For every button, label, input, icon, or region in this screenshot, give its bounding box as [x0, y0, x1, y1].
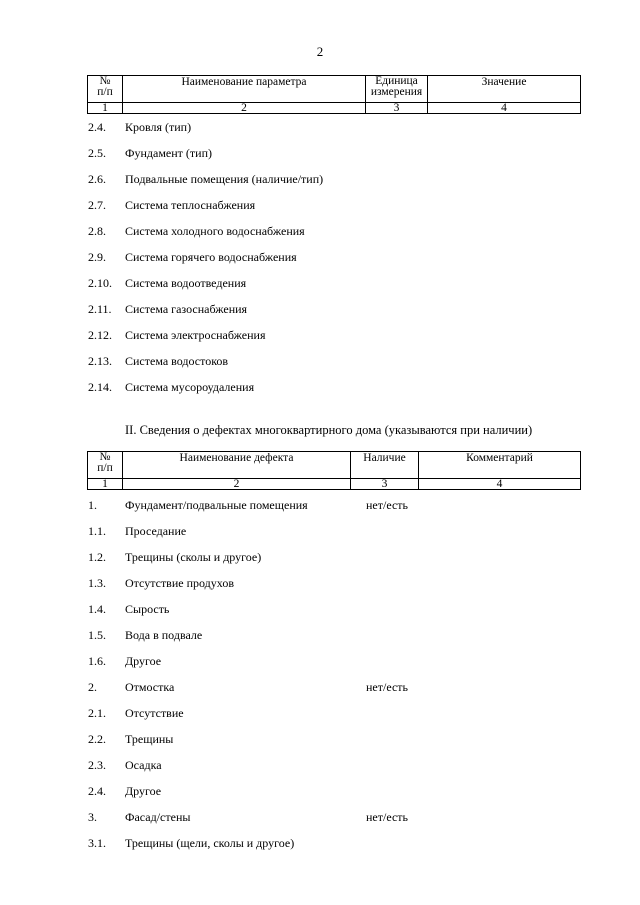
defect-number: 3.	[88, 810, 97, 824]
header-number-line1: №	[99, 451, 111, 463]
param-number: 2.13.	[88, 354, 112, 368]
param-row	[0, 119, 640, 135]
defect-row	[0, 783, 640, 799]
defect-row	[0, 679, 640, 695]
param-number: 2.12.	[88, 328, 112, 342]
param-number: 2.11.	[88, 302, 112, 316]
defect-name: Трещины (щели, сколы и другое)	[125, 836, 295, 850]
defect-number: 2.4.	[88, 784, 106, 798]
defect-name: Фасад/стены	[125, 810, 191, 824]
header-unit-line2: измерения	[370, 86, 423, 98]
header-comment: Комментарий	[419, 452, 581, 479]
header-number-line1: №	[99, 75, 111, 87]
defect-name: Вода в подвале	[125, 628, 203, 642]
param-name: Система водоотведения	[125, 276, 247, 290]
defect-presence: нет/есть	[366, 498, 408, 512]
defect-number: 1.6.	[88, 654, 106, 668]
param-row	[0, 327, 640, 343]
header-number-line2: п/п	[97, 462, 113, 474]
defect-name: Трещины (сколы и другое)	[125, 550, 262, 564]
defect-name: Проседание	[125, 524, 187, 538]
defect-presence: нет/есть	[366, 680, 408, 694]
defect-row	[0, 835, 640, 851]
param-number: 2.5.	[88, 146, 106, 160]
param-row	[0, 145, 640, 161]
header-unit	[366, 76, 428, 103]
defect-name: Другое	[125, 784, 162, 798]
page-number: 2	[316, 44, 324, 59]
defect-number: 1.3.	[88, 576, 106, 590]
defect-row	[0, 757, 640, 773]
defect-row	[0, 523, 640, 539]
column-number-4: 4	[419, 479, 581, 490]
defect-number: 1.4.	[88, 602, 106, 616]
defect-number: 1.1.	[88, 524, 106, 538]
header-number-line2: п/п	[97, 86, 113, 98]
param-row	[0, 275, 640, 291]
defects-table-header	[87, 451, 581, 490]
defect-row	[0, 653, 640, 669]
defect-presence: нет/есть	[366, 810, 408, 824]
header-number	[88, 76, 123, 103]
param-row	[0, 197, 640, 213]
defect-row	[0, 549, 640, 565]
param-row	[0, 171, 640, 187]
header-unit-line1: Единица	[375, 75, 418, 87]
param-row	[0, 249, 640, 265]
header-presence: Наличие	[351, 452, 419, 479]
param-row	[0, 301, 640, 317]
section-title: II. Сведения о дефектах многоквартирного дома (указываются при наличии)	[125, 423, 533, 437]
column-number-2: 2	[123, 479, 351, 490]
defect-number: 2.	[88, 680, 97, 694]
defect-name: Отсутствие продухов	[125, 576, 234, 590]
defect-row	[0, 731, 640, 747]
param-name: Система водостоков	[125, 354, 229, 368]
param-name: Кровля (тип)	[125, 120, 192, 134]
defect-row	[0, 809, 640, 825]
param-row	[0, 379, 640, 395]
param-name: Система газоснабжения	[125, 302, 248, 316]
param-number: 2.4.	[88, 120, 106, 134]
defect-number: 1.5.	[88, 628, 106, 642]
params-table-header	[87, 75, 581, 114]
header-value: Значение	[428, 76, 581, 103]
defect-name: Отсутствие	[125, 706, 184, 720]
param-row	[0, 353, 640, 369]
param-number: 2.9.	[88, 250, 106, 264]
param-number: 2.8.	[88, 224, 106, 238]
defect-name: Осадка	[125, 758, 162, 772]
defect-row	[0, 497, 640, 513]
defect-number: 1.2.	[88, 550, 106, 564]
defect-name: Фундамент/подвальные помещения	[125, 498, 308, 512]
param-name: Система электроснабжения	[125, 328, 266, 342]
column-number-3: 3	[366, 103, 428, 114]
header-defect-name: Наименование дефекта	[123, 452, 351, 479]
param-number: 2.7.	[88, 198, 106, 212]
defect-number: 3.1.	[88, 836, 106, 850]
column-number-4: 4	[428, 103, 581, 114]
param-name: Фундамент (тип)	[125, 146, 212, 160]
param-name: Система горячего водоснабжения	[125, 250, 297, 264]
defect-number: 2.2.	[88, 732, 106, 746]
defect-name: Трещины	[125, 732, 174, 746]
column-number-3: 3	[351, 479, 419, 490]
column-number-1: 1	[88, 479, 123, 490]
defect-number: 2.1.	[88, 706, 106, 720]
defect-number: 1.	[88, 498, 97, 512]
param-name: Система холодного водоснабжения	[125, 224, 305, 238]
defect-name: Отмостка	[125, 680, 175, 694]
header-parameter-name: Наименование параметра	[123, 76, 366, 103]
defect-number: 2.3.	[88, 758, 106, 772]
param-row	[0, 223, 640, 239]
defect-row	[0, 627, 640, 643]
column-number-2: 2	[123, 103, 366, 114]
param-name: Система теплоснабжения	[125, 198, 256, 212]
param-name: Система мусороудаления	[125, 380, 255, 394]
defect-row	[0, 601, 640, 617]
param-number: 2.6.	[88, 172, 106, 186]
param-number: 2.14.	[88, 380, 112, 394]
header-number	[88, 452, 123, 479]
param-number: 2.10.	[88, 276, 112, 290]
defect-name: Сырость	[125, 602, 170, 616]
defect-row	[0, 575, 640, 591]
defect-name: Другое	[125, 654, 162, 668]
param-name: Подвальные помещения (наличие/тип)	[125, 172, 324, 186]
defect-row	[0, 705, 640, 721]
column-number-1: 1	[88, 103, 123, 114]
